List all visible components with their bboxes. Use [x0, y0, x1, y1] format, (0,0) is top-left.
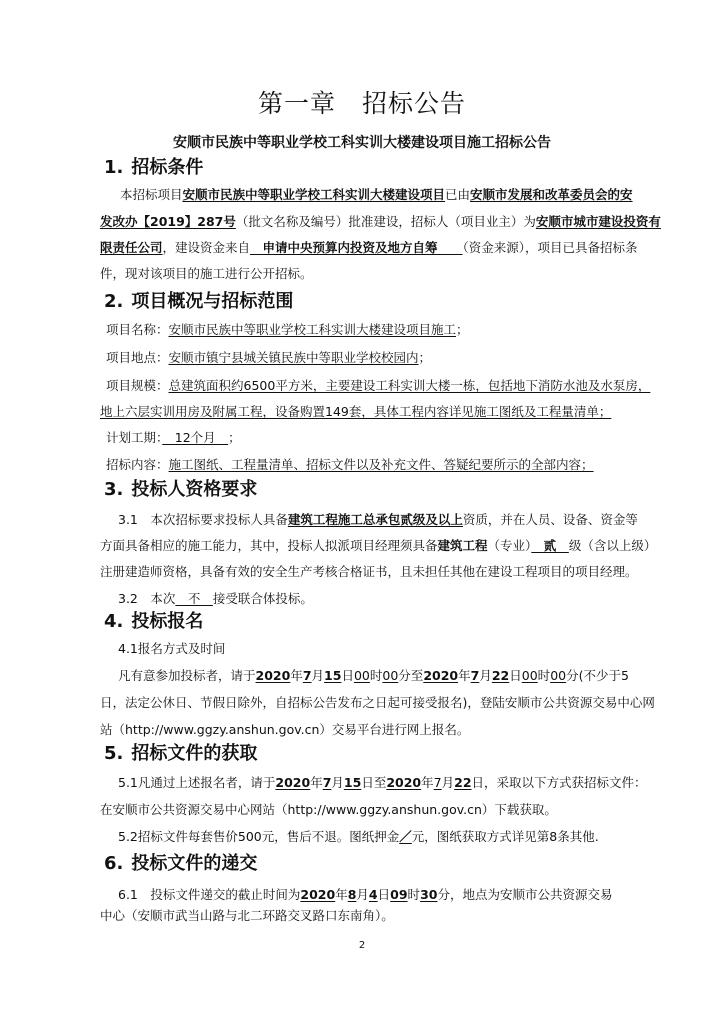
- drawing-deposit: ／: [399, 829, 412, 844]
- field-value: 地上六层实训用房及附属工程，设备购置149套，具体工程内容详见施工图纸及工程量清单；: [100, 404, 612, 419]
- text: 日: [341, 668, 354, 683]
- section-number: 1.: [104, 157, 124, 178]
- text: 级（含以上级）: [568, 538, 657, 553]
- day: 15: [324, 668, 342, 683]
- field-value: 施工图纸、工程量清单、招标文件以及补充文件、答疑纪要所示的全部内容；: [168, 457, 594, 472]
- field-label: 项目名称：: [106, 322, 169, 337]
- text: 月: [356, 887, 369, 902]
- field-value: 安顺市镇宁县城关镇民族中等职业学校校园内: [168, 350, 419, 365]
- section-title: 投标报名: [131, 611, 204, 632]
- section-3-heading: [104, 478, 257, 502]
- text: 资质，并在人员、设备、资金等: [462, 512, 638, 527]
- project-scale-line: [106, 378, 650, 394]
- field-label: 项目地点：: [106, 350, 169, 365]
- text: （资金来源），项目已具备招标条: [462, 240, 638, 255]
- funding-source: 申请中央预算内投资及地方自筹: [250, 240, 463, 255]
- text: 日，采取以下方式获招标文件：: [471, 775, 647, 790]
- paragraph-line: [120, 187, 633, 203]
- tender-scope-line: [106, 457, 594, 473]
- paragraph-line: [118, 775, 647, 791]
- paragraph-line: [118, 668, 629, 684]
- section-number: 2.: [104, 291, 124, 312]
- year: 2020: [300, 887, 336, 902]
- text: 分，地点为安顺市公共资源交易: [437, 887, 613, 902]
- text: ；: [228, 430, 241, 445]
- day: 4: [368, 887, 378, 902]
- field-label: 计划工期：: [106, 430, 163, 445]
- paragraph-line: [100, 538, 656, 554]
- project-name-line: [106, 322, 469, 338]
- paragraph-line: [100, 214, 661, 230]
- text: 已由: [445, 187, 471, 202]
- section-title: 投标文件的递交: [131, 853, 258, 874]
- text: ，建设资金来自: [162, 240, 251, 255]
- text: 月: [441, 775, 455, 790]
- approval-document: 发改办【2019】287号: [100, 214, 236, 229]
- text: 月: [331, 775, 344, 790]
- paragraph-line: 日，法定公休日、节假日除外，自招标公告发布之日起可接受报名)，登陆安顺市公共资源交易中心网: [100, 695, 655, 710]
- text: 分(不少于5: [566, 668, 629, 683]
- paragraph-line: 中心（安顺市武当山路与北二环路交叉路口东南角）。: [100, 908, 394, 923]
- month: 8: [347, 887, 357, 902]
- year: 2020: [386, 775, 422, 790]
- field-value: 总建筑面积约6500平方米，主要建设工科实训大楼一栋，包括地下消防水池及水泵房，: [168, 378, 651, 393]
- text: 凡有意参加投标者，请于: [118, 668, 256, 683]
- text: 日至: [361, 775, 387, 790]
- text: 年: [310, 775, 323, 790]
- project-location-line: [106, 350, 431, 366]
- text: 时: [407, 887, 421, 902]
- text: 元，图纸获取方式详见第8条其他.: [411, 829, 599, 844]
- section-5-heading: [104, 742, 257, 766]
- section-1-heading: [104, 156, 203, 180]
- text: 分至: [398, 668, 424, 683]
- text: 3.1 本次招标要求投标人具备: [118, 512, 288, 527]
- text: 年: [335, 887, 348, 902]
- text: 本招标项目: [120, 187, 183, 202]
- section-number: 4.: [104, 611, 124, 632]
- text: 方面具备相应的施工能力，其中，投标人拟派项目经理须具备: [100, 538, 438, 553]
- year: 2020: [423, 668, 459, 683]
- announcement-subtitle: 安顺市民族中等职业学校工科实训大楼建设项目施工招标公告: [173, 135, 551, 151]
- text: 日: [377, 887, 391, 902]
- month: 7: [302, 668, 312, 683]
- section-number: 5.: [104, 743, 124, 764]
- field-value: 12个月: [162, 430, 229, 445]
- text: 日: [509, 668, 522, 683]
- text: 5.1凡通过上述报名者，请于: [118, 775, 276, 790]
- paragraph-line: [118, 887, 612, 903]
- text: 时: [537, 668, 551, 683]
- section-6-heading: [104, 852, 257, 876]
- text: 月: [311, 668, 325, 683]
- text: 3.2 本次: [118, 591, 176, 606]
- text: ；: [418, 350, 432, 365]
- text: 年: [421, 775, 434, 790]
- hour: 00: [521, 668, 538, 683]
- section-number: 6.: [104, 853, 124, 874]
- day: 15: [343, 775, 362, 790]
- section-2-heading: [104, 290, 293, 314]
- field-label: 项目规模：: [106, 378, 169, 393]
- day: 22: [491, 668, 510, 683]
- text: 时: [369, 668, 383, 683]
- year: 2020: [275, 775, 311, 790]
- text: 5.2招标文件每套售价500元，售后不退。图纸押金: [118, 829, 400, 844]
- subsection-title: 4.1报名方式及时间: [118, 641, 226, 656]
- day: 22: [454, 775, 472, 790]
- minute: 30: [420, 887, 438, 902]
- paragraph-line: 注册建造师资格，具备有效的安全生产考核合格证书，且未担任其他在建设工程项目的项目经理。: [100, 564, 638, 579]
- project-period-line: [106, 430, 241, 446]
- minute: 00: [550, 668, 567, 683]
- month: 7: [470, 668, 480, 683]
- year: 2020: [255, 668, 291, 683]
- month: 7: [322, 775, 332, 790]
- paragraph-line: [118, 829, 599, 845]
- paragraph-line: 件，现对该项目的施工进行公开招标。: [100, 266, 313, 281]
- paragraph-line: [100, 240, 638, 256]
- section-title: 招标文件的获取: [131, 743, 258, 764]
- section-title: 招标条件: [131, 157, 204, 178]
- section-4-heading: [104, 610, 203, 634]
- text: （批文名称及编号）批准建设，招标人（项目业主）为: [235, 214, 536, 229]
- text: 年: [290, 668, 303, 683]
- grade: 贰: [531, 538, 569, 553]
- section-title: 项目概况与招标范围: [131, 291, 294, 312]
- tenderer-name: 限责任公司: [100, 240, 163, 255]
- project-scale-line-2: [100, 404, 611, 420]
- paragraph-line: 在安顺市公共资源交易中心网站（http://www.ggzy.anshun.gov.cn）下载获取。: [100, 802, 557, 817]
- qualification-requirement: 建筑工程施工总承包贰级及以上: [287, 512, 463, 527]
- section-number: 3.: [104, 479, 124, 500]
- text: （专业）: [487, 538, 532, 553]
- text: 月: [479, 668, 492, 683]
- field-label: 招标内容：: [106, 457, 169, 472]
- chapter-title: 第一章 招标公告: [257, 89, 466, 118]
- tenderer-name: 安顺市城市建设投资有: [535, 214, 661, 229]
- hour: 09: [390, 887, 408, 902]
- consortium-option: 不: [175, 591, 213, 606]
- text: 年: [458, 668, 471, 683]
- field-value: 安顺市民族中等职业学校工科实训大楼建设项目施工: [168, 322, 457, 337]
- month: 7: [433, 775, 442, 790]
- section-title: 投标人资格要求: [131, 479, 258, 500]
- text: 6.1 投标文件递交的截止时间为: [118, 887, 301, 902]
- project-name: 安顺市民族中等职业学校工科实训大楼建设项目: [182, 187, 446, 202]
- paragraph-line: 站（http://www.ggzy.anshun.gov.cn）交易平台进行网上报名。: [100, 722, 470, 737]
- page-number: 2: [358, 940, 366, 951]
- specialty: 建筑工程: [437, 538, 488, 553]
- text: 接受联合体投标。: [212, 591, 313, 606]
- minute: 00: [382, 668, 399, 683]
- paragraph-line: [118, 512, 638, 528]
- approval-authority: 安顺市发展和改革委员会的安: [470, 187, 633, 202]
- paragraph-line: [118, 591, 313, 607]
- hour: 00: [353, 668, 370, 683]
- text: ；: [456, 322, 469, 337]
